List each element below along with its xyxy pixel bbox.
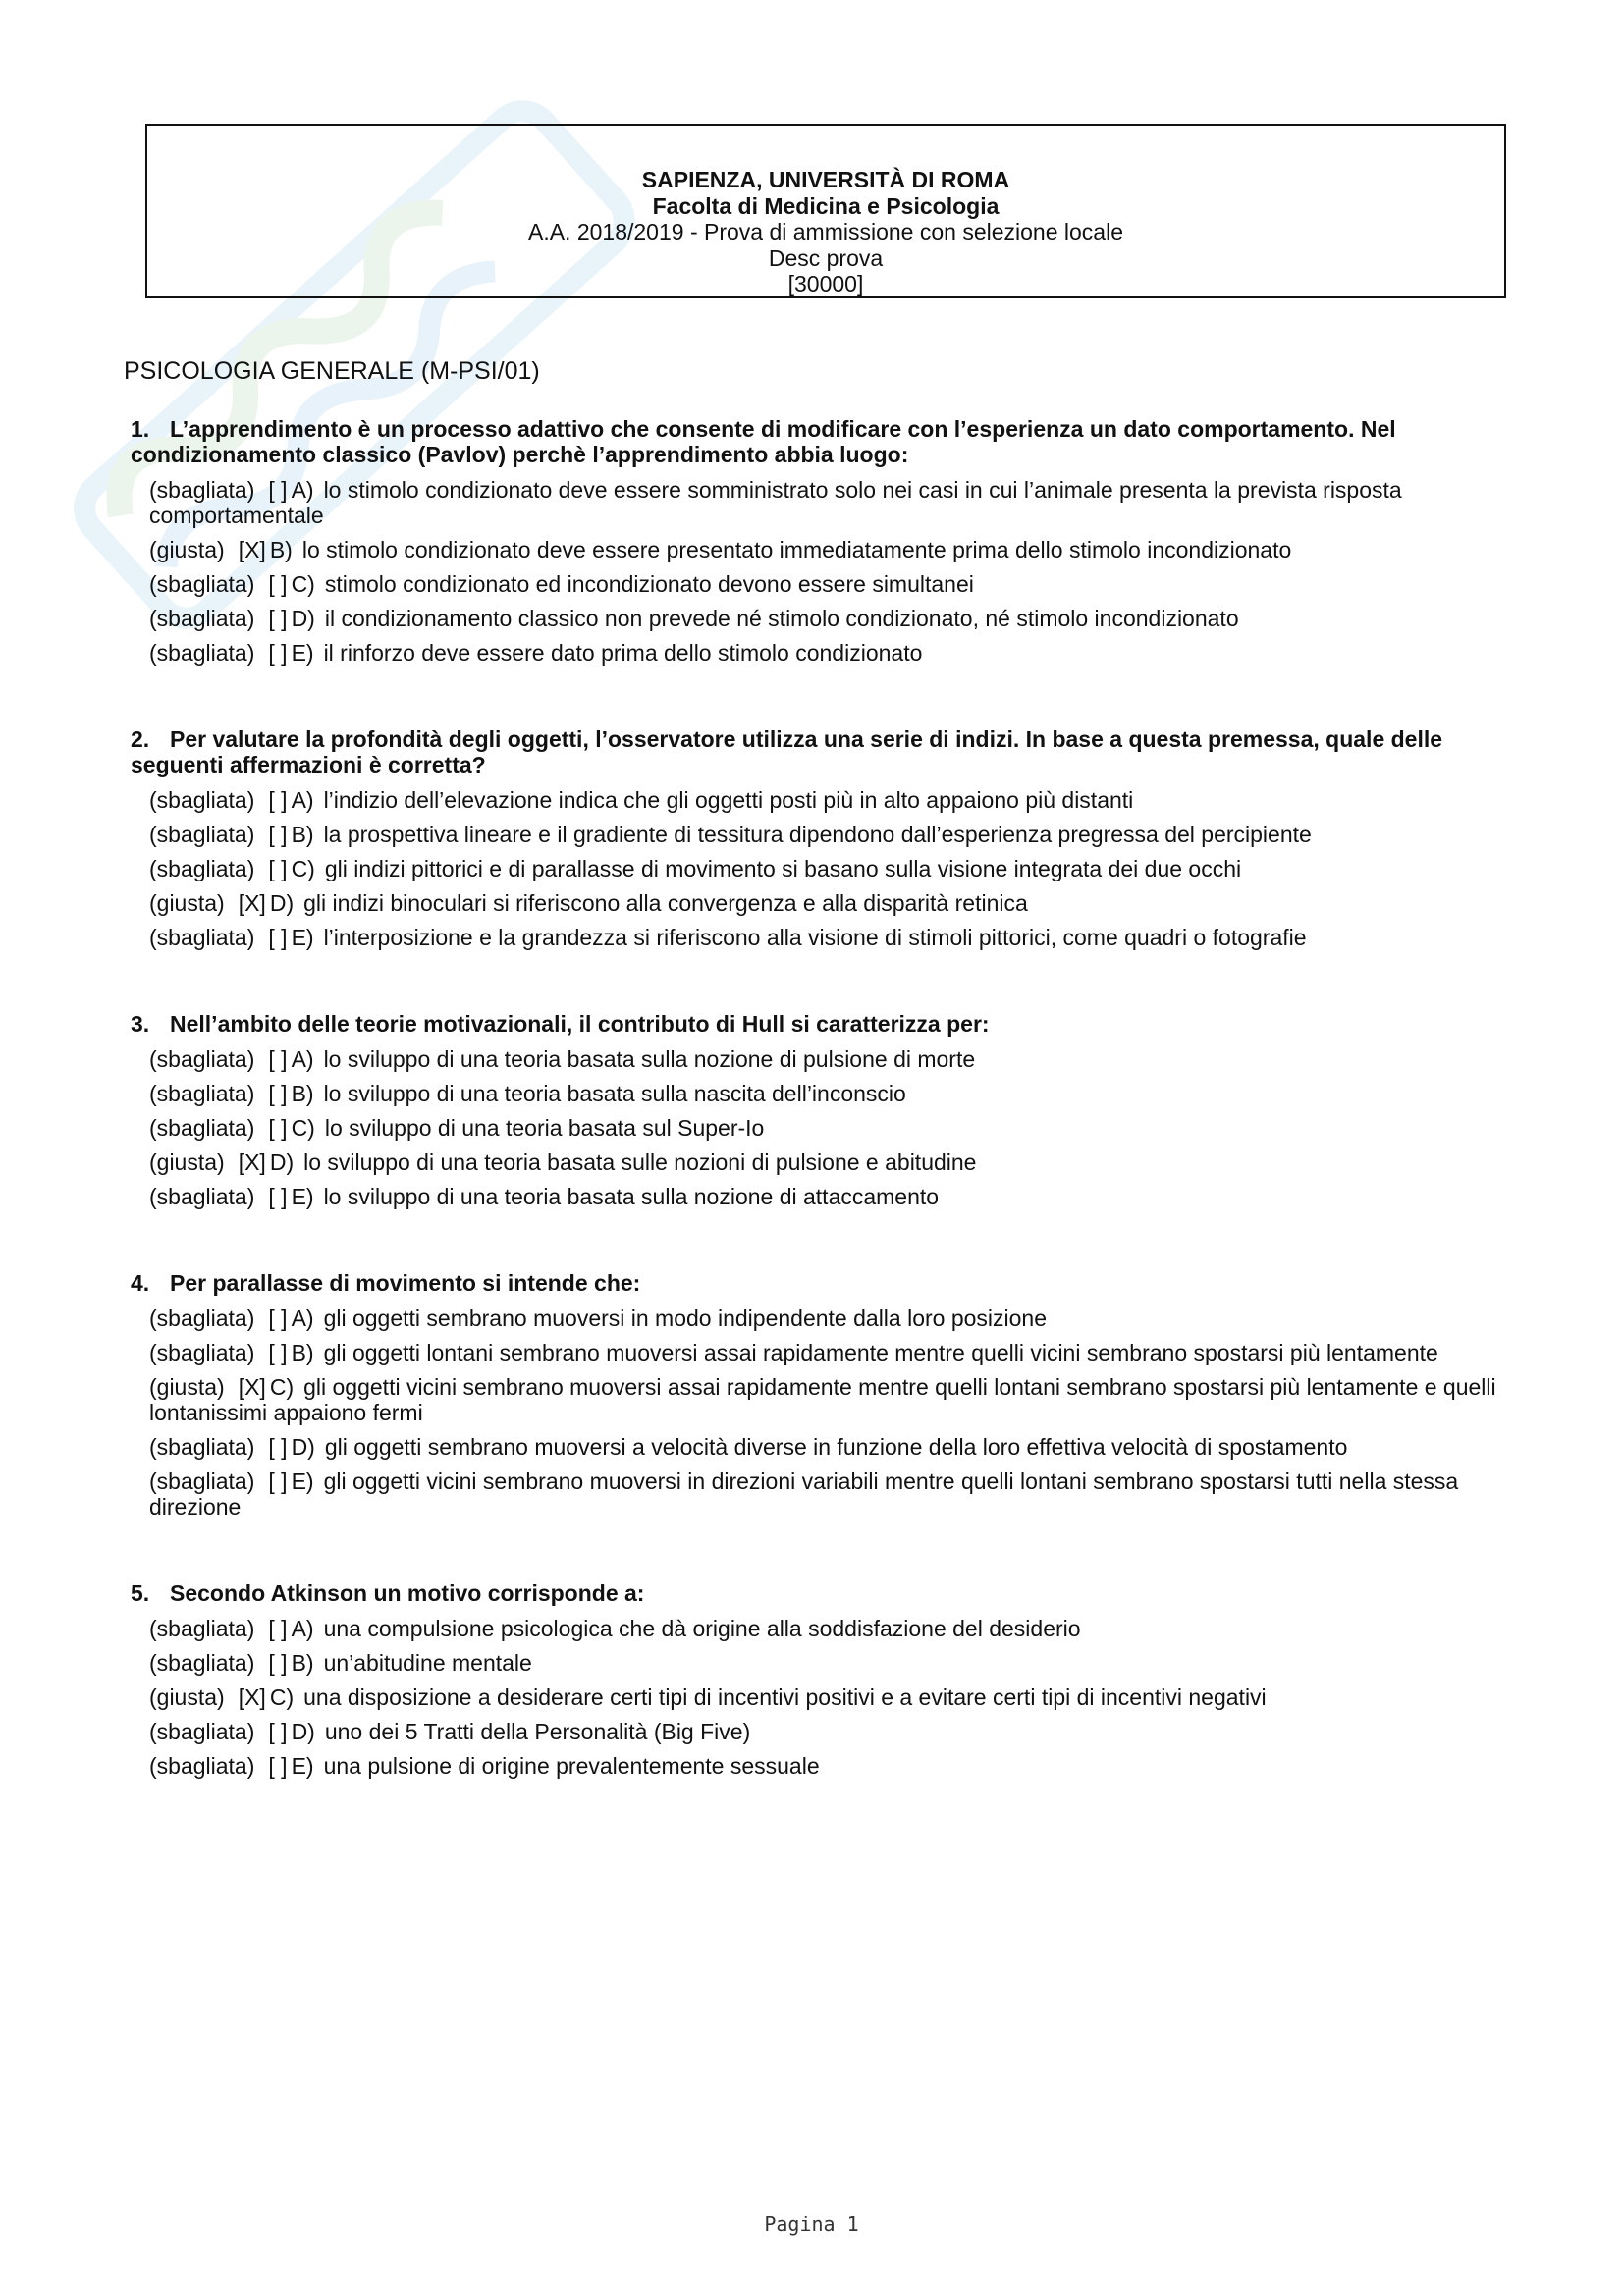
answer-checkbox: [X]	[238, 1684, 266, 1710]
answer-checkbox: [ ]	[268, 925, 288, 950]
answer-status: (giusta)	[149, 537, 225, 562]
section-title: PSICOLOGIA GENERALE (M-PSI/01)	[124, 357, 540, 385]
answer-text: l’indizio dell’elevazione indica che gli oggetti posti più in alto appaiono più distanti	[323, 787, 1134, 813]
answer-checkbox: [X]	[238, 1374, 266, 1400]
answer-text: stimolo condizionato ed incondizionato devono essere simultanei	[324, 571, 974, 597]
answer-checkbox: [ ]	[268, 1753, 288, 1779]
answer-option	[149, 640, 1505, 666]
answer-checkbox: [ ]	[268, 1616, 288, 1641]
answer-checkbox: [X]	[238, 537, 266, 562]
answer-status: (giusta)	[149, 890, 225, 916]
answer-checkbox: [ ]	[268, 856, 288, 881]
answer-option	[149, 1149, 1505, 1175]
answer-checkbox: [ ]	[268, 1434, 288, 1460]
answer-status: (sbagliata)	[149, 1340, 255, 1365]
question-3	[131, 1011, 1505, 1209]
answer-option	[149, 606, 1505, 631]
answer-status: (sbagliata)	[149, 571, 255, 597]
answer-option	[149, 1184, 1505, 1209]
question-number: 4.	[131, 1270, 150, 1296]
question-number: 3.	[131, 1011, 150, 1037]
answer-option	[149, 925, 1505, 950]
answer-status: (sbagliata)	[149, 1616, 255, 1641]
question-text	[131, 1270, 1505, 1296]
answer-status: (sbagliata)	[149, 925, 255, 950]
answer-letter: A)	[291, 1616, 314, 1641]
answer-text: gli oggetti lontani sembrano muoversi assai rapidamente mentre quelli vicini sembrano spostarsi più lentamente	[323, 1340, 1438, 1365]
page-number: Pagina 1	[764, 2213, 859, 2236]
answer-status: (sbagliata)	[149, 1046, 255, 1072]
question-prompt: L’apprendimento è un processo adattivo che consente di modificare con l’esperienza un dato comportamento. Nel condizionamento classico (Pavlov) perchè l’apprendimento abbia luogo:	[131, 416, 1396, 467]
question-text	[131, 1580, 1505, 1606]
answer-status: (sbagliata)	[149, 1306, 255, 1331]
answer-text: la prospettiva lineare e il gradiente di tessitura dipendono dall’esperienza pregressa del percipiente	[323, 822, 1312, 847]
answer-list	[149, 1046, 1505, 1209]
exam-code: [30000]	[787, 271, 864, 296]
question-number: 1.	[131, 416, 150, 442]
answer-checkbox: [ ]	[268, 1115, 288, 1141]
answer-letter: D)	[291, 1434, 315, 1460]
answer-option	[149, 1081, 1505, 1106]
answer-letter: E)	[291, 1753, 314, 1779]
question-4	[131, 1270, 1505, 1520]
answer-status: (sbagliata)	[149, 1468, 255, 1494]
answer-letter: E)	[291, 1468, 314, 1494]
answer-option	[149, 787, 1505, 813]
answer-option	[149, 1046, 1505, 1072]
answer-letter: D)	[269, 890, 295, 916]
question-text	[131, 416, 1505, 467]
answer-checkbox: [ ]	[268, 787, 288, 813]
answer-text: lo sviluppo di una teoria basata sulla nozione di pulsione di morte	[323, 1046, 976, 1072]
answer-letter: B)	[269, 537, 293, 562]
answer-letter: A)	[291, 1046, 314, 1072]
answer-checkbox: [ ]	[268, 606, 288, 631]
answer-letter: B)	[291, 822, 314, 847]
answer-option	[149, 1650, 1505, 1676]
answer-status: (sbagliata)	[149, 1753, 255, 1779]
answer-status: (sbagliata)	[149, 1434, 255, 1460]
answer-status: (sbagliata)	[149, 1719, 255, 1744]
answer-status: (sbagliata)	[149, 1184, 255, 1209]
answer-text: una pulsione di origine prevalentemente sessuale	[323, 1753, 820, 1779]
answer-text: una compulsione psicologica che dà origine alla soddisfazione del desiderio	[323, 1616, 1081, 1641]
answer-option	[149, 890, 1505, 916]
academic-year: A.A. 2018/2019 - Prova di ammissione con selezione locale	[527, 219, 1123, 244]
answer-checkbox: [ ]	[268, 822, 288, 847]
question-text	[131, 1011, 1505, 1037]
answer-text: gli oggetti sembrano muoversi in modo indipendente dalla loro posizione	[323, 1306, 1048, 1331]
answer-text: lo stimolo condizionato deve essere presentato immediatamente prima dello stimolo incondizionato	[301, 537, 1292, 562]
answer-letter: E)	[291, 925, 314, 950]
answer-status: (giusta)	[149, 1374, 225, 1400]
answer-status: (sbagliata)	[149, 1081, 255, 1106]
question-prompt: Per valutare la profondità degli oggetti, l’osservatore utilizza una serie di indizi. In base a questa premessa, quale delle seguenti affermazioni è corretta?	[131, 726, 1443, 777]
answer-text: gli oggetti vicini sembrano muoversi in direzioni variabili mentre quelli lontani sembrano spostarsi tutti nella stessa direzione	[149, 1468, 1459, 1520]
answer-text: gli oggetti sembrano muoversi a velocità diverse in funzione della loro effettiva velocità di spostamento	[324, 1434, 1348, 1460]
answer-letter: D)	[291, 1719, 315, 1744]
answer-letter: C)	[291, 856, 315, 881]
answer-text: un’abitudine mentale	[323, 1650, 532, 1676]
question-text	[131, 726, 1505, 777]
question-1	[131, 416, 1505, 666]
answer-option	[149, 822, 1505, 847]
answer-letter: E)	[291, 1184, 314, 1209]
question-prompt: Secondo Atkinson un motivo corrisponde a:	[170, 1580, 645, 1606]
answer-text: lo sviluppo di una teoria basata sulla nascita dell’inconscio	[323, 1081, 906, 1106]
answer-option	[149, 1616, 1505, 1641]
answer-checkbox: [ ]	[268, 1468, 288, 1494]
answer-letter: B)	[291, 1081, 314, 1106]
answer-status: (sbagliata)	[149, 787, 255, 813]
answer-letter: C)	[269, 1374, 295, 1400]
answer-option	[149, 1753, 1505, 1779]
answer-letter: A)	[291, 787, 314, 813]
answer-text: lo sviluppo di una teoria basata sulle nozioni di pulsione e abitudine	[303, 1149, 977, 1175]
answer-list	[149, 477, 1505, 666]
answer-checkbox: [ ]	[268, 1719, 288, 1744]
question-number: 2.	[131, 726, 150, 752]
answer-option	[149, 537, 1505, 562]
answer-letter: A)	[291, 1306, 314, 1331]
answer-status: (sbagliata)	[149, 1650, 255, 1676]
answer-option	[149, 1340, 1505, 1365]
answer-status: (giusta)	[149, 1149, 225, 1175]
answer-text: una disposizione a desiderare certi tipi di incentivi positivi e a evitare certi tipi di incentivi negativi	[303, 1684, 1267, 1710]
answer-status: (sbagliata)	[149, 640, 255, 666]
answer-checkbox: [ ]	[268, 571, 288, 597]
exam-header-box	[145, 124, 1506, 298]
answer-option	[149, 1374, 1505, 1425]
answer-option	[149, 1306, 1505, 1331]
answer-checkbox: [ ]	[268, 1650, 288, 1676]
answer-option	[149, 1115, 1505, 1141]
answer-text: lo sviluppo di una teoria basata sulla nozione di attaccamento	[323, 1184, 940, 1209]
question-number: 5.	[131, 1580, 150, 1606]
answer-letter: D)	[269, 1149, 295, 1175]
answer-option	[149, 477, 1505, 528]
answer-list	[149, 787, 1505, 950]
answer-status: (sbagliata)	[149, 477, 255, 503]
university-name: SAPIENZA, UNIVERSITÀ DI ROMA	[641, 167, 1010, 192]
answer-checkbox: [ ]	[268, 1306, 288, 1331]
answer-text: gli indizi pittorici e di parallasse di movimento si basano sulla visione integrata dei due occhi	[324, 856, 1242, 881]
answer-status: (sbagliata)	[149, 856, 255, 881]
answer-letter: C)	[291, 571, 315, 597]
exam-description: Desc prova	[768, 244, 884, 271]
answer-letter: A)	[291, 477, 314, 503]
answer-text: il rinforzo deve essere dato prima dello stimolo condizionato	[323, 640, 923, 666]
answer-text: gli indizi binoculari si riferiscono alla convergenza e alla disparità retinica	[303, 890, 1028, 916]
answer-checkbox: [ ]	[268, 1081, 288, 1106]
faculty-name: Facolta di Medicina e Psicologia	[652, 192, 1000, 219]
answer-text: lo stimolo condizionato deve essere somministrato solo nei casi in cui l’animale presenta la prevista risposta comportamentale	[149, 477, 1402, 528]
question-prompt: Nell’ambito delle teorie motivazionali, il contributo di Hull si caratterizza per:	[170, 1011, 990, 1037]
answer-option	[149, 1684, 1505, 1710]
answer-text: il condizionamento classico non prevede né stimolo condizionato, né stimolo incondizionato	[324, 606, 1239, 631]
answer-text: l’interposizione e la grandezza si riferiscono alla visione di stimoli pittorici, come quadri o fotografie	[323, 925, 1307, 950]
answer-text: lo sviluppo di una teoria basata sul Super-Io	[324, 1115, 765, 1141]
answer-checkbox: [ ]	[268, 1184, 288, 1209]
answer-status: (sbagliata)	[149, 822, 255, 847]
answer-option	[149, 571, 1505, 597]
answer-letter: C)	[291, 1115, 315, 1141]
answer-option	[149, 1434, 1505, 1460]
answer-text: uno dei 5 Tratti della Personalità (Big Five)	[324, 1719, 751, 1744]
answer-checkbox: [ ]	[268, 1340, 288, 1365]
answer-checkbox: [ ]	[268, 1046, 288, 1072]
answer-letter: B)	[291, 1650, 314, 1676]
answer-status: (sbagliata)	[149, 606, 255, 631]
answer-letter: D)	[291, 606, 315, 631]
question-list	[131, 416, 1505, 1840]
answer-checkbox: [ ]	[268, 640, 288, 666]
answer-letter: B)	[291, 1340, 314, 1365]
answer-checkbox: [X]	[238, 1149, 266, 1175]
answer-status: (giusta)	[149, 1684, 225, 1710]
question-5	[131, 1580, 1505, 1779]
answer-option	[149, 1468, 1505, 1520]
answer-checkbox: [X]	[238, 890, 266, 916]
answer-checkbox: [ ]	[268, 477, 288, 503]
answer-list	[149, 1616, 1505, 1779]
answer-letter: E)	[291, 640, 314, 666]
answer-text: gli oggetti vicini sembrano muoversi assai rapidamente mentre quelli lontani sembrano spostarsi più lentamente e quelli lontanissimi appaiono fermi	[149, 1374, 1496, 1425]
question-2	[131, 726, 1505, 950]
question-prompt: Per parallasse di movimento si intende che:	[170, 1270, 641, 1296]
answer-letter: C)	[269, 1684, 295, 1710]
answer-option	[149, 1719, 1505, 1744]
answer-list	[149, 1306, 1505, 1520]
answer-option	[149, 856, 1505, 881]
answer-status: (sbagliata)	[149, 1115, 255, 1141]
